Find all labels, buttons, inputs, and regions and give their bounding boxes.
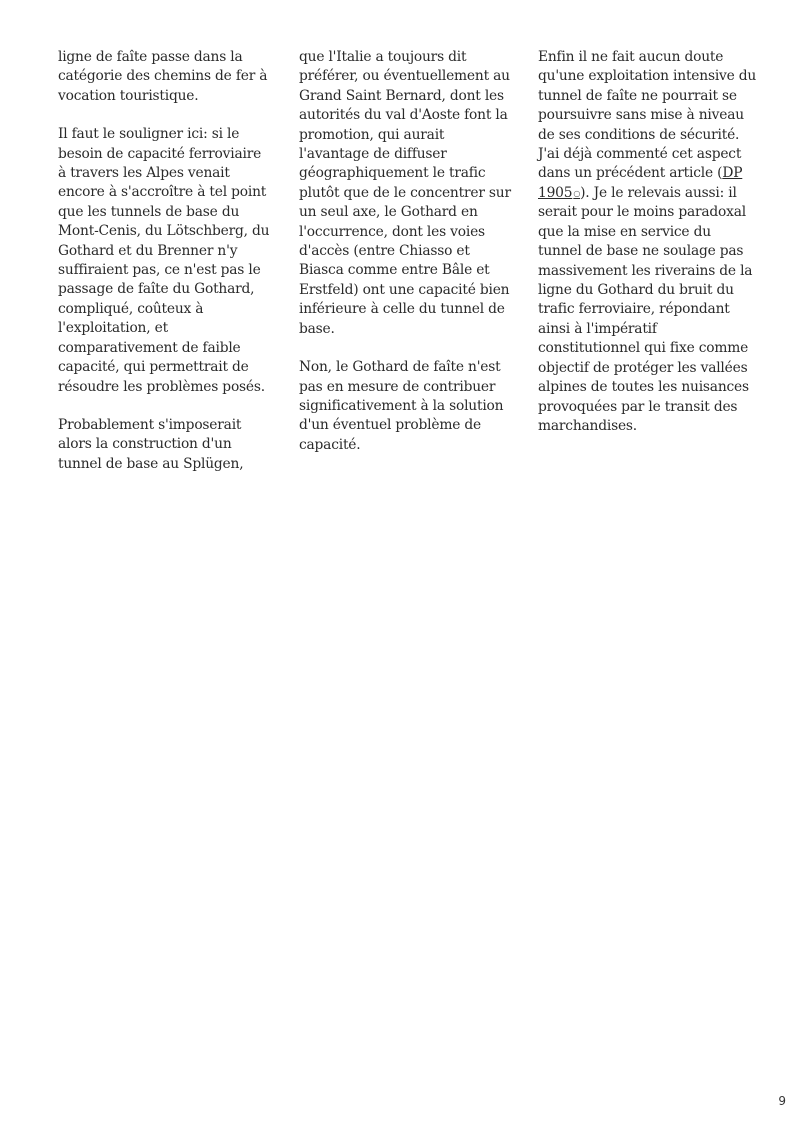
external-link-icon: ○ bbox=[573, 188, 581, 198]
page-number: 9 bbox=[778, 1094, 786, 1108]
paragraph-text-before-link: Enfin il ne fait aucun doute qu'une exploitation intensive du tunnel de faîte ne pourrait se poursuivre sans mise à niveau de ses conditions de sécurité. J'ai déjà commenté cet aspect dans un précédent article ( bbox=[538, 49, 757, 182]
text-column-2 bbox=[299, 48, 517, 474]
paragraph-text-after-link: ). Je le relevais aussi: il serait pour le moins paradoxal que la mise en service du tunnel de base ne soulage pas massivement les riverains de la ligne du Gothard du bruit du trafic ferroviaire, répondant ainsi à l'impératif constitutionnel qui fixe comme objectif de protéger les vallées alpines de toutes les nuisances provoquées par le transit des marchandises. bbox=[538, 185, 753, 434]
dp-1905-link-text: DP 1905 bbox=[538, 165, 743, 202]
text-column-1 bbox=[58, 48, 273, 493]
paragraph: Non, le Gothard de faîte n'est pas en mesure de contribuer significativement à la solution d'un éventuel problème de capacité. bbox=[299, 359, 504, 453]
text-column-3 bbox=[538, 48, 758, 455]
paragraph: Probablement s'imposerait alors la construction d'un tunnel de base au Splügen, bbox=[58, 416, 244, 472]
paragraph: Il faut le souligner ici: si le besoin de capacité ferroviaire à travers les Alpes venait encore à s'accroître à tel point que les tunnels de base du Mont-Cenis, du Lötschberg, du Gothard et du Brenner n'y suffiraient pas, ce n'est pas le passage de faîte du Gothard, compliqué, coûteux à l'exploitation, et comparativement de faible capacité, qui permettrait de résoudre les problèmes posés. bbox=[58, 126, 270, 395]
paragraph: que l'Italie a toujours dit préférer, ou éventuellement au Grand Saint Bernard, dont les autorités du val d'Aoste font la promotion, qui aurait l'avantage de diffuser géographiquement le trafic plutôt que de le concentrer sur un seul axe, le Gothard en l'occurrence, dont les voies d'accès (entre Chiasso et Biasca comme entre Bâle et Erstfeld) ont une capacité bien inférieure à celle du tunnel de base. bbox=[299, 49, 511, 337]
paragraph bbox=[538, 48, 758, 436]
paragraph: ligne de faîte passe dans la catégorie des chemins de fer à vocation touristique. bbox=[58, 49, 268, 104]
